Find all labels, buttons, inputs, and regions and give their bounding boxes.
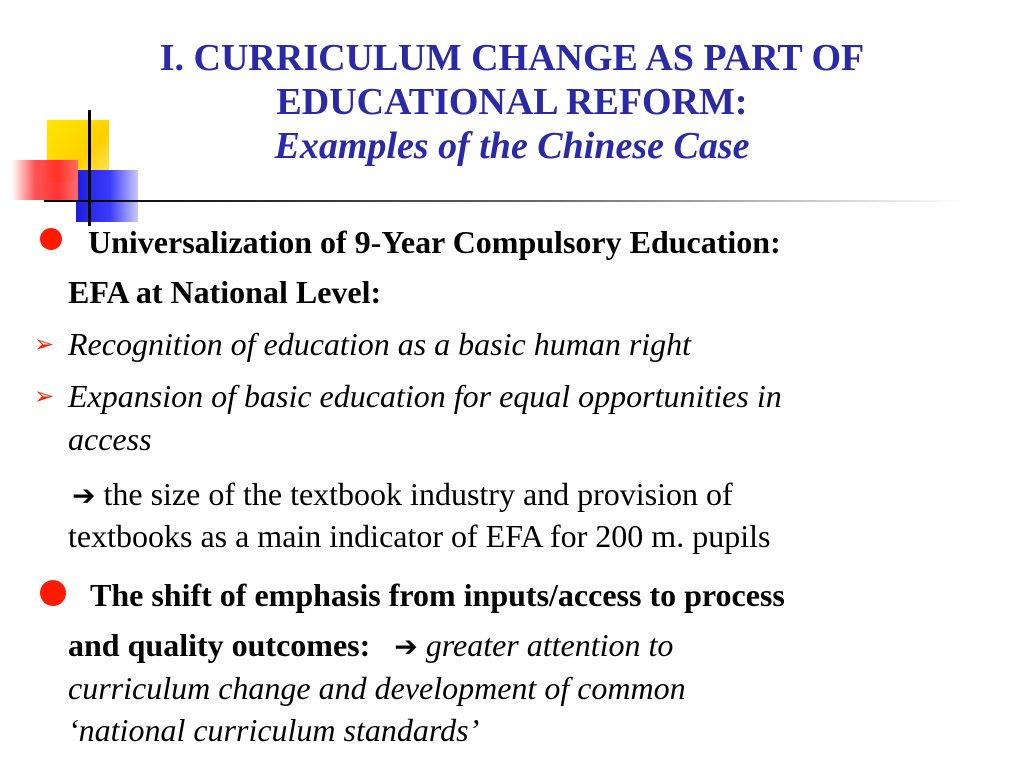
right-arrow-icon: ➔ [72,479,96,512]
sub-bullet-2-line-2: access [68,421,152,457]
title-line-2: EDUCATIONAL REFORM: [276,81,748,123]
arrow-note-text-1: the size of the textbook industry and provision of [103,476,733,512]
bullet-2-italic-text: greater attention to [425,627,674,663]
title-line-1: I. CURRICULUM CHANGE AS PART OF [159,37,865,79]
sub-bullet-1-text: Recognition of education as a basic human right [68,326,692,362]
bullet-1-dot-icon [40,228,62,250]
sub-bullet-1-arrow-head-icon: ➢ [34,330,55,358]
bullet-2-line-3: curriculum change and development of common [68,670,686,706]
arrow-note-line-1 [72,473,733,517]
bullet-1-line-1: Universalization of 9-Year Compulsory Education: [88,224,781,260]
bullet-2-line-1: The shift of emphasis from inputs/access to process [90,577,785,613]
bullet-2-dot-icon [40,580,66,606]
bullet-2-bold-text: and quality outcomes: [68,627,371,663]
arrow-note-line-2: textbooks as a main indicator of EFA for 200 m. pupils [68,518,771,554]
bullet-2-line-2 [68,624,673,668]
title-subtitle: Examples of the Chinese Case [274,125,750,167]
right-arrow-icon: ➔ [394,630,418,663]
sub-bullet-2-arrow-head-icon: ➢ [34,382,55,410]
sub-bullet-2-line-1: Expansion of basic education for equal opportunities in [68,378,782,414]
bullet-1-line-2: EFA at National Level: [68,274,382,310]
bullet-2-line-4: ‘national curriculum standards’ [68,712,480,748]
